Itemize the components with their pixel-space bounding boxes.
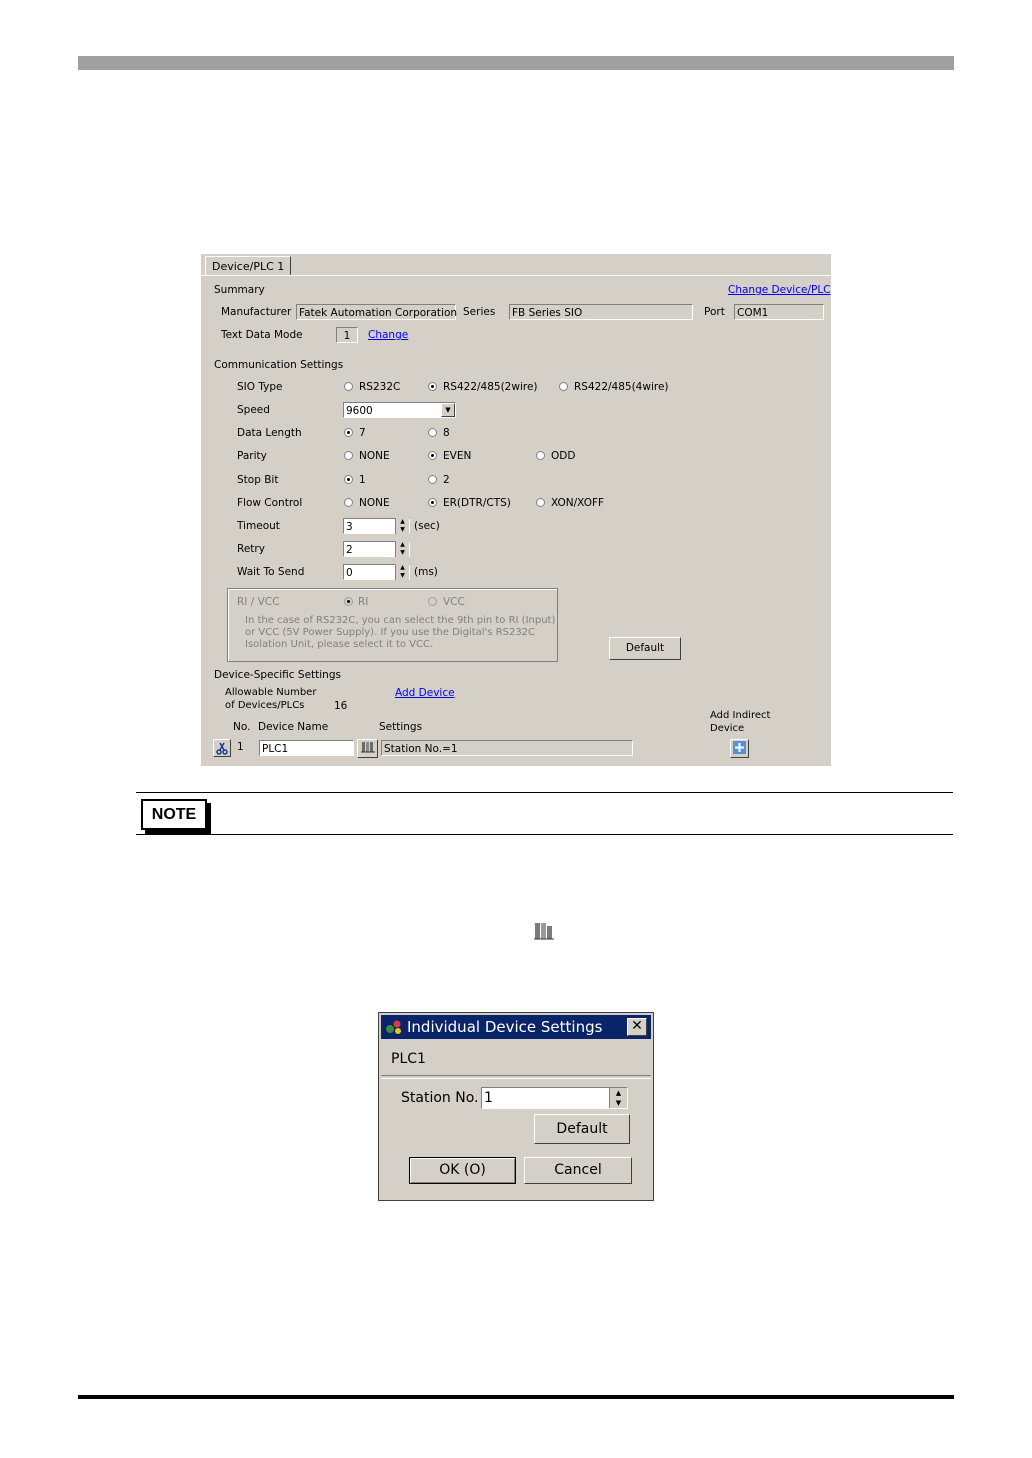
add-device-link[interactable]: Add Device — [395, 687, 455, 699]
stop-bit-2-radio[interactable] — [428, 475, 437, 484]
app-icon — [385, 1019, 403, 1035]
note-badge: NOTE — [141, 799, 207, 830]
stop-bit-2-label: 2 — [443, 474, 450, 486]
summary-label: Summary — [214, 284, 265, 296]
wait-to-send-value: 0 — [346, 567, 353, 579]
series-field: FB Series SIO — [509, 304, 693, 320]
sio-type-label: SIO Type — [237, 381, 283, 393]
vcc-radio[interactable] — [428, 597, 437, 606]
speed-value: 9600 — [346, 405, 373, 417]
ri-note-line-1: In the case of RS232C, you can select the 9th pin to RI (Input) — [245, 615, 556, 626]
add-indirect-device-button[interactable] — [730, 739, 749, 758]
vcc-option-label: VCC — [443, 596, 465, 608]
allowable-number-value: 16 — [334, 700, 348, 712]
change-link[interactable]: Change — [368, 329, 409, 341]
ri-note-line-2: or VCC (5V Power Supply). If you use the Digital's RS232C — [245, 627, 536, 638]
individual-device-settings-dialog — [378, 1012, 654, 1201]
dialog-title: Individual Device Settings — [407, 1018, 603, 1036]
change-device-link[interactable]: Change Device/PLC — [728, 284, 831, 296]
settings-icon — [360, 740, 376, 754]
flow-none-label: NONE — [359, 497, 390, 509]
timeout-label: Timeout — [237, 520, 280, 532]
sio-rs232c-label: RS232C — [359, 381, 401, 393]
cancel-button[interactable]: Cancel — [524, 1157, 632, 1184]
wait-to-send-unit: (ms) — [414, 566, 438, 578]
retry-label: Retry — [237, 543, 265, 555]
data-length-label: Data Length — [237, 427, 302, 439]
data-length-8-radio[interactable] — [428, 428, 437, 437]
flow-er-radio[interactable] — [428, 498, 437, 507]
text-data-mode-label: Text Data Mode — [221, 329, 303, 341]
stop-bit-label: Stop Bit — [237, 474, 279, 486]
flow-none-radio[interactable] — [344, 498, 353, 507]
port-field: COM1 — [734, 304, 824, 320]
parity-even-radio[interactable] — [428, 451, 437, 460]
manufacturer-label: Manufacturer — [221, 306, 292, 318]
device-specific-label: Device-Specific Settings — [214, 669, 341, 681]
device-settings-field: Station No.=1 — [381, 740, 633, 756]
speed-label: Speed — [237, 404, 270, 416]
individual-settings-icon — [533, 921, 555, 941]
wait-to-send-input[interactable] — [343, 564, 410, 580]
sio-rs232c-radio[interactable] — [344, 382, 353, 391]
note-top-rule — [136, 792, 953, 793]
station-no-spinner[interactable]: ▲ ▼ — [609, 1088, 627, 1108]
add-device-icon — [732, 740, 747, 755]
device-row-no: 1 — [237, 741, 244, 753]
sio-rs422-2wire-label: RS422/485(2wire) — [443, 381, 538, 393]
data-length-7-radio[interactable] — [344, 428, 353, 437]
sio-rs422-2wire-radio[interactable] — [428, 382, 437, 391]
flow-control-label: Flow Control — [237, 497, 303, 509]
flow-er-label: ER(DTR/CTS) — [443, 497, 511, 509]
individual-settings-button[interactable] — [357, 739, 378, 758]
dialog-default-button[interactable]: Default — [534, 1114, 630, 1144]
ri-radio[interactable] — [344, 597, 353, 606]
retry-input[interactable] — [343, 541, 410, 557]
allowable-number-line-1: Allowable Number — [225, 687, 317, 698]
retry-value: 2 — [346, 544, 353, 556]
timeout-spinner[interactable]: ▲ ▼ — [395, 518, 409, 534]
station-no-input[interactable] — [481, 1087, 628, 1109]
default-button[interactable]: Default — [609, 637, 681, 660]
footer-rule — [78, 1395, 954, 1399]
parity-odd-radio[interactable] — [536, 451, 545, 460]
parity-label: Parity — [237, 450, 267, 462]
data-length-7-label: 7 — [359, 427, 366, 439]
device-name-label: PLC1 — [391, 1051, 426, 1067]
divider — [381, 1075, 651, 1079]
timeout-input[interactable] — [343, 518, 410, 534]
tab-device-plc-1[interactable]: Device/PLC 1 — [205, 256, 291, 276]
timeout-unit: (sec) — [414, 520, 440, 532]
add-indirect-line-2: Device — [710, 723, 745, 734]
flow-xon-radio[interactable] — [536, 498, 545, 507]
scissors-icon — [214, 740, 230, 756]
speed-select[interactable] — [343, 402, 456, 418]
dialog-title-bar — [381, 1015, 651, 1039]
parity-even-label: EVEN — [443, 450, 472, 462]
parity-none-radio[interactable] — [344, 451, 353, 460]
wait-spinner[interactable]: ▲ ▼ — [395, 564, 409, 580]
manufacturer-field: Fatek Automation Corporation — [296, 304, 456, 320]
ri-note-line-3: Isolation Unit, please select it to VCC. — [245, 639, 434, 650]
station-no-label: Station No. — [401, 1090, 479, 1106]
sio-rs422-4wire-label: RS422/485(4wire) — [574, 381, 669, 393]
data-length-8-label: 8 — [443, 427, 450, 439]
parity-odd-label: ODD — [551, 450, 576, 462]
column-settings: Settings — [379, 721, 423, 733]
delete-device-button[interactable] — [213, 739, 231, 757]
note-bottom-rule — [136, 834, 953, 835]
text-data-mode-field: 1 — [336, 327, 358, 343]
timeout-value: 3 — [346, 521, 353, 533]
communication-settings-label: Communication Settings — [214, 359, 344, 371]
chevron-down-icon[interactable]: ▼ — [441, 403, 455, 417]
stop-bit-1-radio[interactable] — [344, 475, 353, 484]
allowable-number-line-2: of Devices/PLCs — [225, 700, 305, 711]
series-label: Series — [463, 306, 496, 318]
header-rule — [78, 56, 954, 70]
ri-option-label: RI — [358, 596, 369, 608]
device-plc-settings-panel — [201, 254, 831, 766]
ok-button[interactable]: OK (O) — [409, 1157, 516, 1184]
parity-none-label: NONE — [359, 450, 390, 462]
close-icon[interactable]: ✕ — [627, 1018, 647, 1036]
port-label: Port — [704, 306, 725, 318]
device-name-input[interactable]: PLC1 — [259, 740, 354, 756]
column-no: No. — [233, 721, 251, 733]
column-device-name: Device Name — [258, 721, 329, 733]
retry-spinner[interactable]: ▲ ▼ — [395, 541, 409, 557]
tab-divider — [201, 275, 831, 276]
ri-vcc-label: RI / VCC — [237, 596, 280, 608]
flow-xon-label: XON/XOFF — [551, 497, 605, 509]
station-no-value: 1 — [484, 1090, 493, 1106]
sio-rs422-4wire-radio[interactable] — [559, 382, 568, 391]
add-indirect-line-1: Add Indirect — [710, 710, 771, 721]
wait-to-send-label: Wait To Send — [237, 566, 305, 578]
stop-bit-1-label: 1 — [359, 474, 366, 486]
